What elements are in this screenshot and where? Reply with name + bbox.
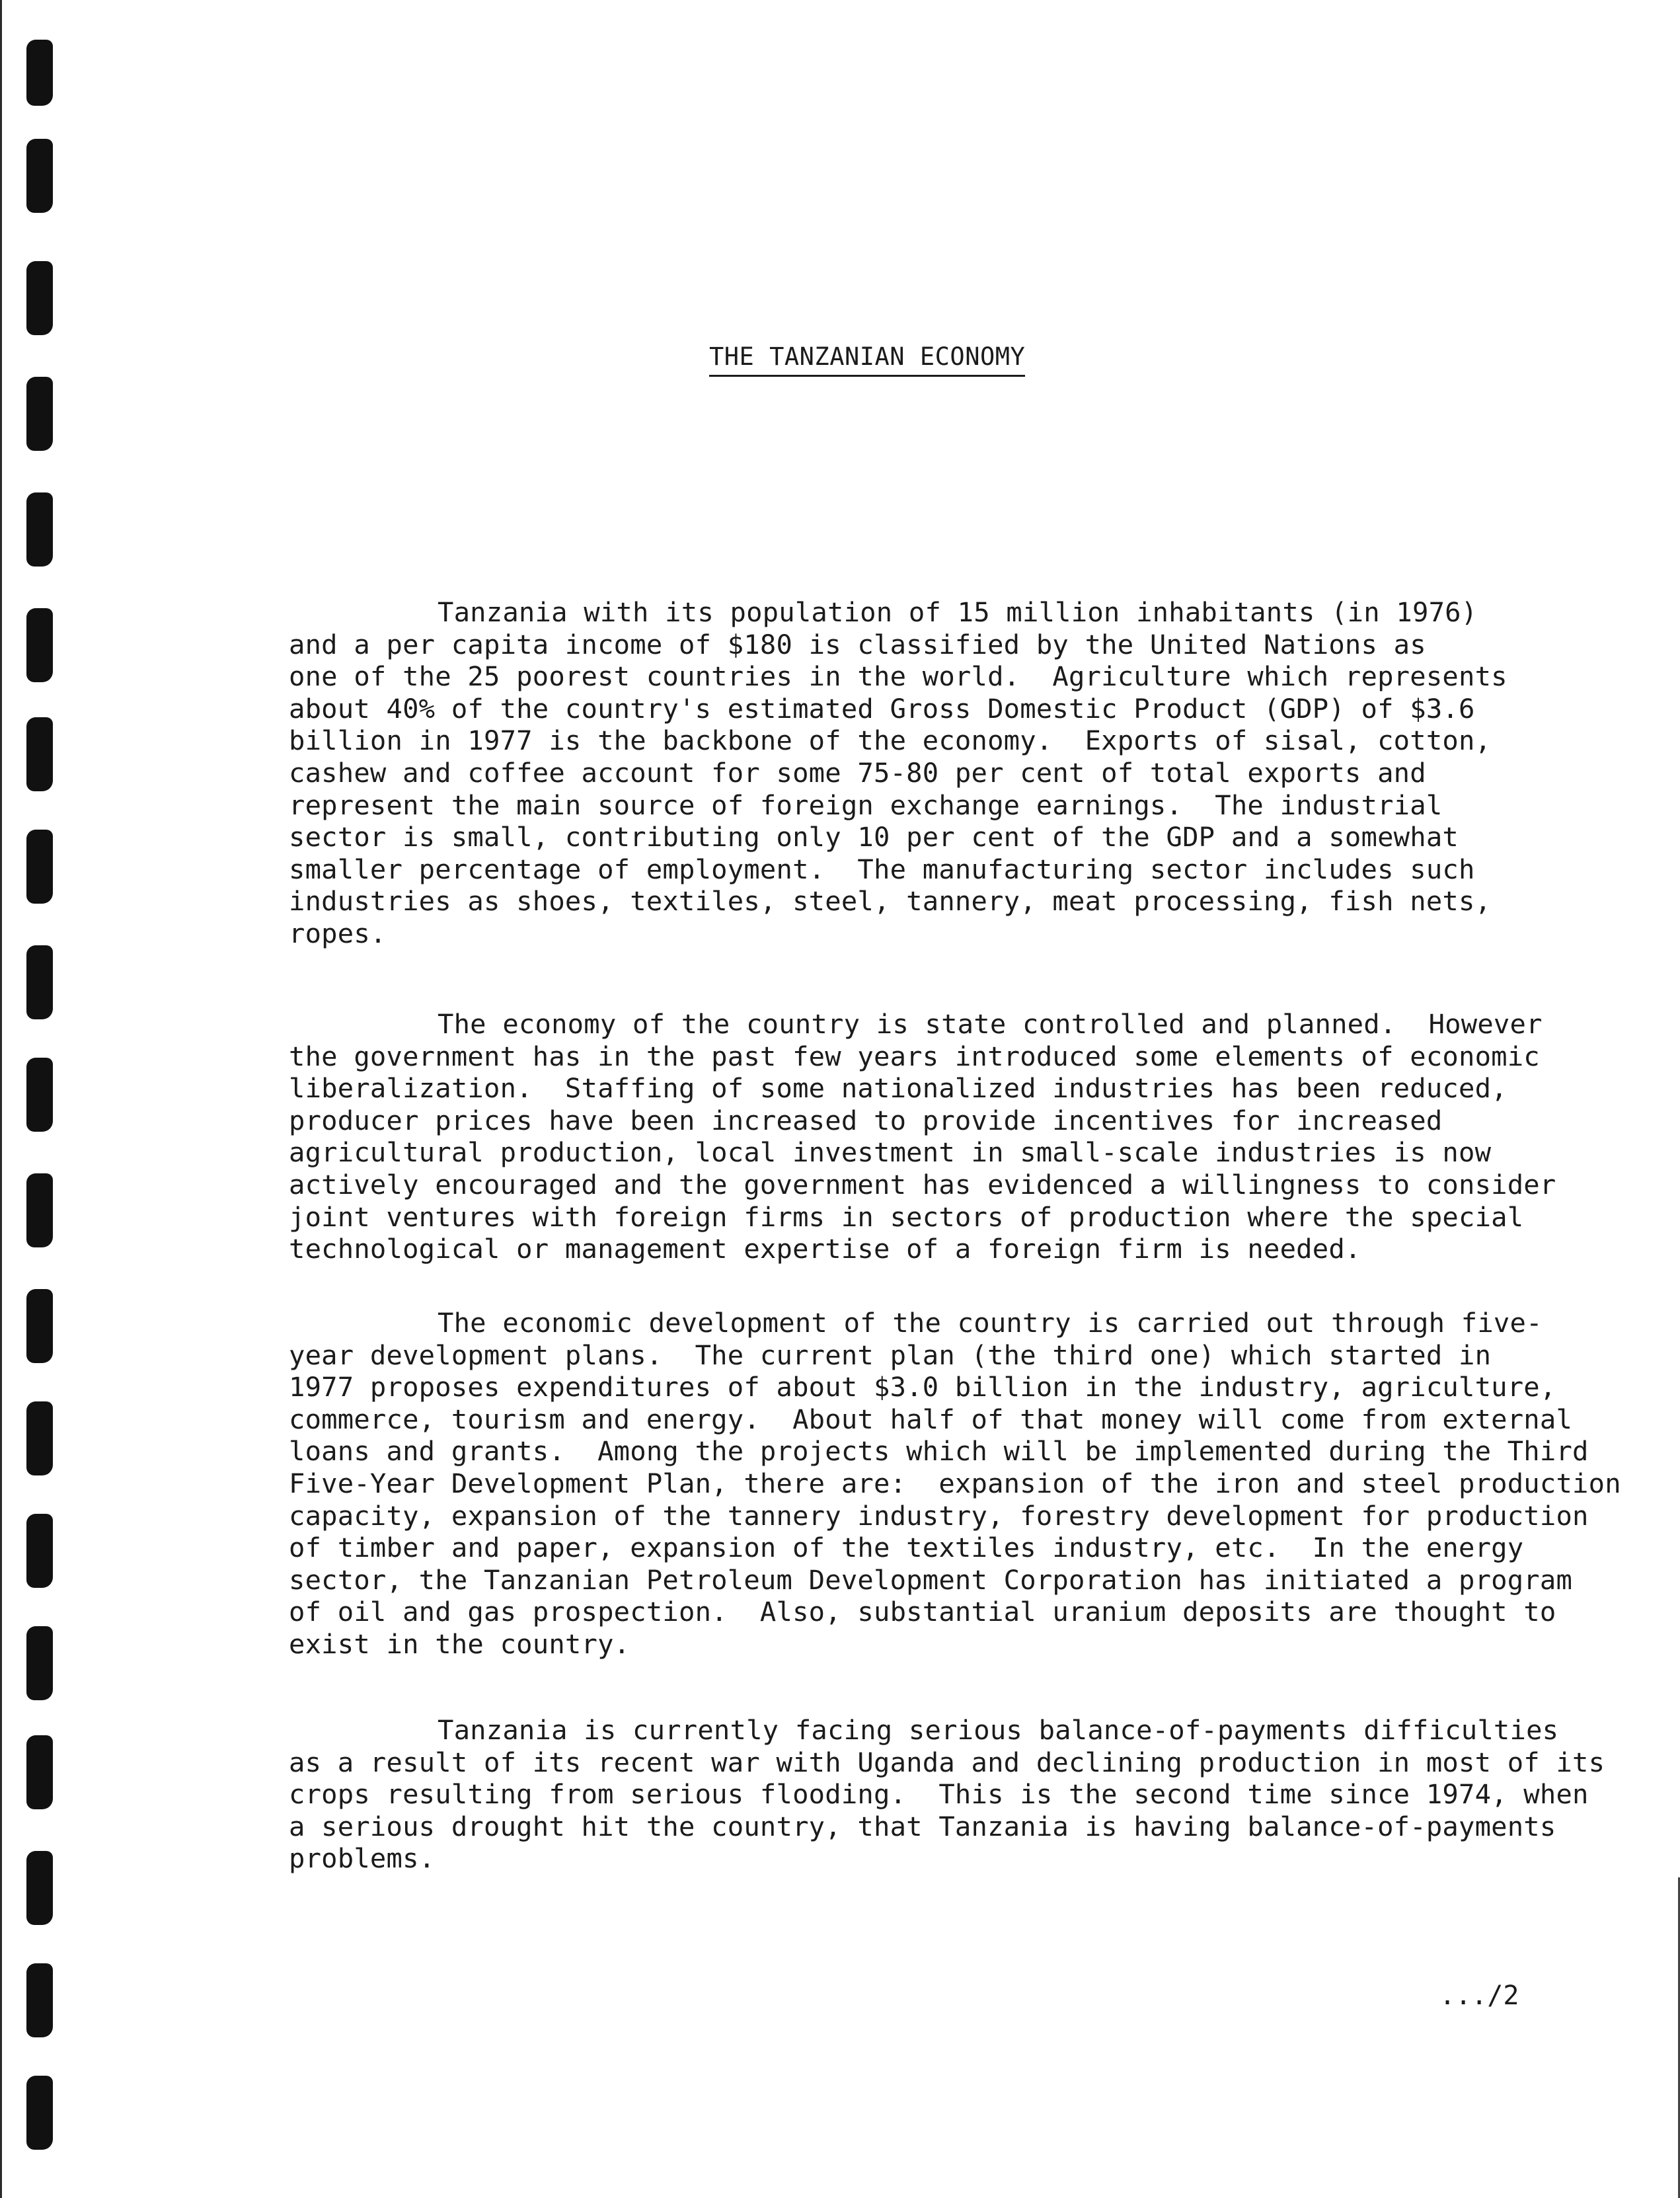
binding-hole-mark bbox=[26, 830, 53, 904]
text-line: represent the main source of foreign exchange earnings. The industrial bbox=[289, 789, 1443, 821]
binding-hole-mark bbox=[26, 1626, 53, 1700]
binding-hole-mark bbox=[26, 139, 53, 213]
text-line: as a result of its recent war with Uganda and declining production in most of its bbox=[289, 1746, 1605, 1778]
binding-hole-mark bbox=[26, 608, 53, 682]
paragraph-state-control bbox=[289, 1008, 1644, 1265]
text-line: exist in the country. bbox=[289, 1628, 630, 1660]
binding-hole-mark bbox=[26, 40, 53, 106]
text-line: of timber and paper, expansion of the textiles industry, etc. In the energy bbox=[289, 1532, 1524, 1564]
text-line: agricultural production, local investment in small-scale industries is now bbox=[289, 1136, 1492, 1169]
binding-hole-mark bbox=[26, 1173, 53, 1247]
text-line: loans and grants. Among the projects which will be implemented during the Third bbox=[289, 1435, 1589, 1468]
text-line: 1977 proposes expenditures of about $3.0 billion in the industry, agriculture, bbox=[289, 1371, 1556, 1403]
text-line: sector, the Tanzanian Petroleum Development Corporation has initiated a program bbox=[289, 1563, 1573, 1596]
paragraph-development-plans bbox=[289, 1307, 1644, 1661]
binding-hole-mark bbox=[26, 1058, 53, 1132]
text-line: industries as shoes, textiles, steel, tannery, meat processing, fish nets, bbox=[289, 885, 1492, 918]
text-line: crops resulting from serious flooding. This is the second time since 1974, when bbox=[289, 1778, 1589, 1811]
binding-hole-mark bbox=[26, 717, 53, 791]
binding-hole-mark bbox=[26, 1735, 53, 1809]
text-line: ropes. bbox=[289, 917, 387, 949]
binding-hole-mark bbox=[26, 492, 53, 567]
binding-hole-mark bbox=[26, 1289, 53, 1363]
text-line: of oil and gas prospection. Also, substantial uranium deposits are thought to bbox=[289, 1596, 1556, 1628]
binding-hole-mark bbox=[26, 1963, 53, 2037]
text-line: cashew and coffee account for some 75-80 per cent of total exports and bbox=[289, 756, 1426, 789]
text-line: joint ventures with foreign firms in sectors of production where the special bbox=[289, 1200, 1524, 1233]
binding-hole-mark bbox=[26, 1514, 53, 1588]
text-line: and a per capita income of $180 is classified by the United Nations as bbox=[289, 628, 1426, 660]
text-line: The economy of the country is state controlled and planned. However bbox=[438, 1008, 1543, 1040]
text-line: Tanzania with its population of 15 million inhabitants (in 1976) bbox=[438, 596, 1478, 628]
paragraph-population-economy bbox=[289, 596, 1644, 950]
text-line: technological or management expertise of a foreign firm is needed. bbox=[289, 1233, 1361, 1265]
page-title: THE TANZANIAN ECONOMY bbox=[709, 340, 1025, 377]
text-line: producer prices have been increased to provide incentives for increased bbox=[289, 1104, 1443, 1136]
binding-edge-line bbox=[0, 0, 2, 2198]
text-line: billion in 1977 is the backbone of the economy. Exports of sisal, cotton, bbox=[289, 725, 1492, 757]
text-line: commerce, tourism and energy. About half of that money will come from external bbox=[289, 1403, 1573, 1435]
text-line: about 40% of the country's estimated Gross Domestic Product (GDP) of $3.6 bbox=[289, 692, 1475, 725]
binding-hole-mark bbox=[26, 1851, 53, 1925]
binding-hole-mark bbox=[26, 377, 53, 451]
binding-hole-mark bbox=[26, 945, 53, 1019]
continuation-page-number: .../2 bbox=[1439, 1981, 1519, 2011]
binding-hole-mark bbox=[26, 1401, 53, 1475]
text-line: smaller percentage of employment. The manufacturing sector includes such bbox=[289, 853, 1475, 885]
text-line: problems. bbox=[289, 1842, 436, 1875]
text-line: capacity, expansion of the tannery industry, forestry development for production bbox=[289, 1499, 1589, 1532]
binding-hole-mark bbox=[26, 261, 53, 335]
text-line: liberalization. Staffing of some nationalized industries has been reduced, bbox=[289, 1072, 1508, 1105]
text-line: Five-Year Development Plan, there are: expansion of the iron and steel production bbox=[289, 1467, 1621, 1499]
text-line: The economic development of the country is carried out through five- bbox=[438, 1307, 1543, 1339]
text-line: sector is small, contributing only 10 per cent of the GDP and a somewhat bbox=[289, 821, 1459, 853]
text-line: the government has in the past few years introduced some elements of economic bbox=[289, 1040, 1540, 1072]
text-line: a serious drought hit the country, that Tanzania is having balance-of-payments bbox=[289, 1810, 1556, 1842]
text-line: Tanzania is currently facing serious balance-of-payments difficulties bbox=[438, 1714, 1559, 1746]
binding-hole-mark bbox=[26, 2076, 53, 2150]
text-line: one of the 25 poorest countries in the world. Agriculture which represents bbox=[289, 660, 1508, 693]
paragraph-balance-of-payments bbox=[289, 1714, 1644, 1875]
text-line: year development plans. The current plan (the third one) which started in bbox=[289, 1339, 1492, 1371]
text-line: actively encouraged and the government has evidenced a willingness to consider bbox=[289, 1168, 1556, 1200]
